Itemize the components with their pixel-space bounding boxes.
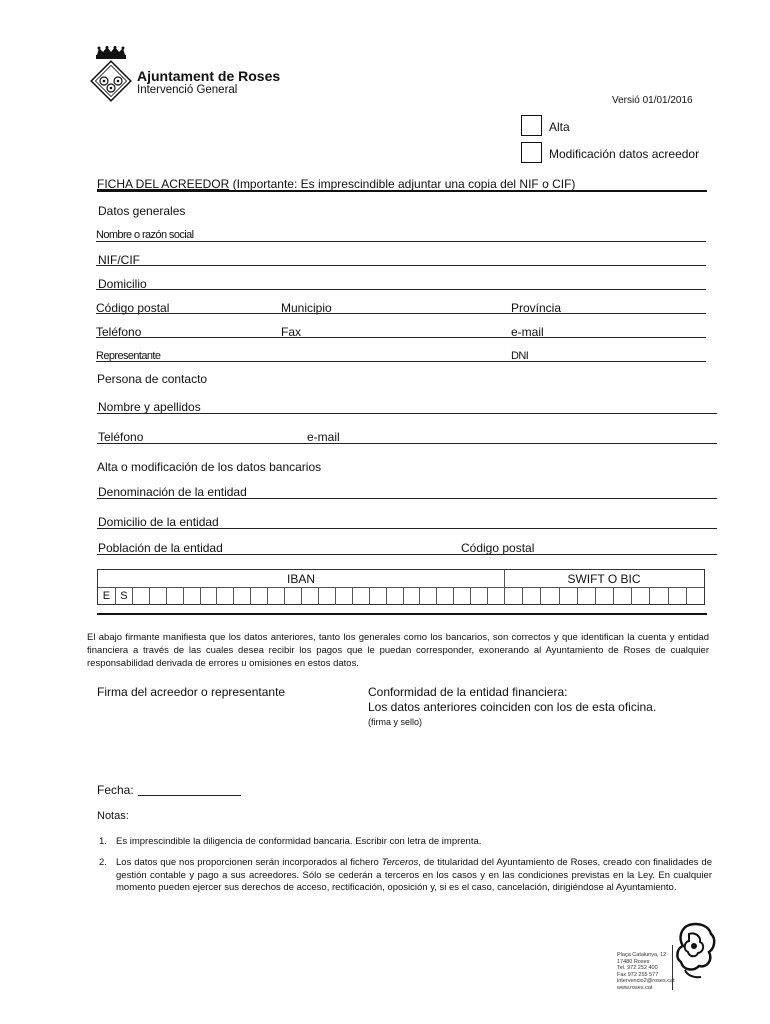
alta-label: Alta [549,120,570,134]
domicilio-label: Domicilio [98,277,147,291]
fecha-label: Fecha: [97,783,134,797]
alta-checkbox[interactable] [521,115,542,136]
iban-cell[interactable] [301,588,318,605]
note-2-text-before: Los datos que nos proporcionen serán incorporados al fichero [116,857,382,868]
municipio-label: Municipio [281,301,332,315]
contacto-email-label: e-mail [307,430,340,444]
iban-cell[interactable] [352,588,369,605]
domicilio-field[interactable] [96,289,706,290]
swift-cell[interactable] [668,588,686,605]
note-2-text-em: Terceros [381,857,419,868]
iban-cell[interactable] [233,588,250,605]
version-label: Versió 01/01/2016 [612,95,693,106]
iban-cell[interactable] [386,588,403,605]
coat-of-arms-icon [89,59,133,108]
email-label: e-mail [511,325,544,339]
representante-label: Representante [96,350,161,362]
address-line: Fax 972 255 577 [617,971,659,978]
address-line: Plaça Catalunya, 12 [617,952,667,958]
codigo-postal-label: Código postal [96,301,170,315]
department-name: Intervenció General [137,84,238,96]
note-2-text [116,857,712,895]
address-line: Tel. 972 252 400 [617,965,658,972]
denominacion-field[interactable] [97,498,717,499]
iban-cell[interactable]: S [115,588,132,605]
nif-field[interactable] [96,265,706,266]
poblacion-field[interactable] [97,554,717,555]
fax-label: Fax [281,325,302,339]
note-2-text-after: , de titularidad del Ayuntamiento de Roses, creado con finalidades de gestión contable y pago a sus acreedores. Sólo se cederán a terceros en los casos y en las condiciones previstas en la Ley. En cualquier momento pueden ejercer sus derechos de acceso, rectificación, oposición y, si es el caso, cancelación, dirigiéndose al Ayuntamiento. [116,857,713,893]
nombre-label: Nombre o razón social [96,229,194,241]
iban-cell[interactable] [335,588,352,605]
form-title-main: FICHA DEL ACREEDOR [97,177,230,191]
swift-cell[interactable] [649,588,667,605]
iban-cell[interactable] [284,588,301,605]
swift-cell[interactable] [504,588,522,605]
iban-cell[interactable] [403,588,420,605]
contacto-telefono-field[interactable] [97,443,717,444]
conformidad-text: Los datos anteriores coinciden con los de esta oficina. [368,700,657,714]
iban-cell[interactable]: E [102,590,111,602]
modificacion-checkbox[interactable] [521,142,542,163]
provincia-label: Província [511,301,562,315]
iban-cell[interactable] [200,588,217,605]
swift-cell[interactable] [686,588,704,605]
section-datos-generales: Datos generales [98,204,186,218]
iban-cell[interactable] [470,588,487,605]
iban-cell[interactable] [183,588,200,605]
iban-cell[interactable] [216,588,233,605]
firma-acreedor-label: Firma del acreedor o representante [97,685,286,699]
note-1-number: 1. [99,836,107,847]
iban-cell[interactable] [267,588,284,605]
swift-cell[interactable] [540,588,558,605]
nombre-field[interactable] [96,241,706,242]
iban-cell[interactable] [436,588,453,605]
fecha-field[interactable] [138,795,241,796]
iban-header: IBAN [286,572,315,586]
nif-label: NIF/CIF [98,253,140,267]
entidad-codigo-postal-label: Código postal [461,541,535,555]
notas-heading: Notas: [97,810,129,822]
swift-cell[interactable] [577,588,595,605]
title-divider [97,190,707,192]
note-1-text: Es imprescindible la diligencia de conformidad bancaria. Escribir con letra de imprenta. [116,836,482,847]
domicilio-entidad-label: Domicilio de la entidad [98,515,219,529]
iban-cell[interactable] [166,588,183,605]
telefono-label: Teléfono [96,325,142,339]
iban-cell[interactable] [487,588,504,605]
note-2-number: 2. [99,857,107,868]
iban-cell[interactable] [149,588,166,605]
iban-cell[interactable] [369,588,386,605]
org-name: Ajuntament de Roses [137,68,281,84]
swift-cell[interactable] [559,588,577,605]
form-title [97,177,575,191]
iban-cell[interactable] [250,588,267,605]
dni-label: DNI [511,350,529,362]
footer-vertical-line [672,945,673,990]
contacto-nombre-label: Nombre y apellidos [98,400,201,414]
section-bancarios: Alta o modificación de los datos bancarios [97,460,322,474]
swift-cell[interactable] [522,588,540,605]
firma-sello-label: (firma y sello) [368,717,423,727]
address-line: intervencio2@roses.cat [617,978,675,985]
iban-cell[interactable] [318,588,335,605]
conformidad-title: Conformidad de la entidad financiera: [368,685,568,699]
poblacion-label: Población de la entidad [98,541,223,555]
representante-row-field[interactable] [96,361,706,362]
section-contacto: Persona de contacto [97,372,208,386]
contacto-telefono-label: Teléfono [98,430,144,444]
footer-address [617,952,675,992]
swift-cell[interactable] [595,588,613,605]
swift-header: SWIFT O BIC [567,572,641,586]
iban-table [97,569,705,605]
denominacion-label: Denominación de la entidad [98,485,247,499]
iban-cell[interactable] [453,588,470,605]
telefono-row-field[interactable] [96,337,706,338]
rose-logo-icon [675,920,717,987]
iban-cell[interactable] [132,588,149,605]
form-title-note: (Importante: Es imprescindible adjuntar una copia del NIF o CIF) [232,177,576,191]
swift-cell[interactable] [613,588,631,605]
postal-row-field[interactable] [96,313,706,314]
iban-divider [97,613,707,615]
address-line: 17480 Roses [617,958,650,965]
contacto-nombre-field[interactable] [97,413,717,414]
domicilio-entidad-field[interactable] [97,528,717,529]
address-line: www.roses.cat [617,984,653,991]
iban-cell[interactable] [419,588,436,605]
swift-cell[interactable] [631,588,649,605]
declaration-text: El abajo firmante manifiesta que los datos anteriores, tanto los generales como los bancarios, son correctos y que identifican la cuenta y entidad financiera a través de las cuales desea recibir los pagos que le puedan corresponder, exonerando al Ayuntamiento de Roses de cualquier responsabilidad derivada de errores u omisiones en estos datos. [87,632,709,669]
modificacion-label: Modificación datos acreedor [549,147,700,161]
